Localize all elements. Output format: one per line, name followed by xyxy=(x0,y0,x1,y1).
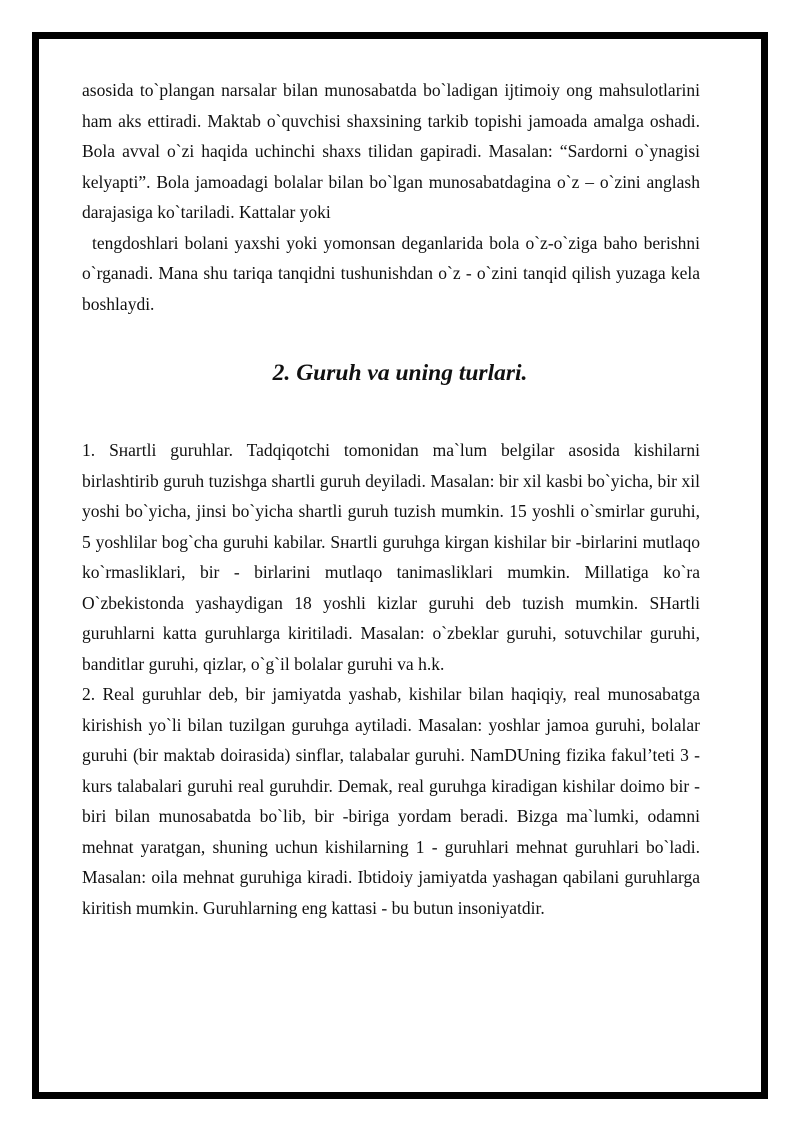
paragraph-conditional-groups: 1. Sнartli guruhlar. Tadqiqotchi tomonidan ma`lum belgilar asosida kishilarni birlashtirib guruh tuzishga shartli guruh deyiladi. Masalan: bir xil kasbi bo`yicha, bir xil yoshi bo`yicha, jinsi bo`yicha shartli guruh tuzish mumkin. 15 yoshli o`smirlar guruhi, 5 yoshlilar bog`cha guruhi kabilar. Sнartli guruhga kirgan kishilar bir -birlarini mutlaqo ko`rmasliklari, bir - birlarini mutlaqo tanimasliklari mumkin. Millatiga ko`ra O`zbekistonda yashaydigan 18 yoshli kizlar guruhi deb tuzish mumkin. SHartli guruhlarni katta guruhlarga kiritiladi. Masalan: o`zbeklar guruhi, sotuvchilar guruhi, banditlar guruhi, qizlar, o`g`il bolalar guruhi va h.k. xyxy=(82,440,700,674)
intro-paragraph xyxy=(82,75,700,319)
intro-paragraph-part1: asosida to`plangan narsalar bilan munosabatda bo`ladigan ijtimoiy ong mahsulotlarini ham aks ettiradi. Maktab o`quvchisi shaxsining tarkib topishi jamoada amalga oshadi. Bola avval o`zi haqida uchinchi shaxs tilidan gapiradi. Masalan: “Sardorni o`ynagisi kelyapti”. Bola jamoadagi bolalar bilan bo`lgan munosabatdagina o`z – o`zini anglash darajasiga ko`tariladi. Kattalar yoki xyxy=(82,80,700,222)
paragraph-real-groups: 2. Real guruhlar deb, bir jamiyatda yashab, kishilar bilan haqiqiy, real munosabatga kirishish yo`li bilan tuzilgan guruhga aytiladi. Masalan: yoshlar jamoa guruhi, bolalar guruhi (bir maktab doirasida) sinflar, talabalar guruhi. NamDUning fizika fakul’teti 3 - kurs talabalari guruhi real guruhdir. Demak, real guruhga kiradigan kishilar doimo bir - biri bilan munosabatda bo`lib, bir -biriga yordam beradi. Bizga ma`lumki, odamni mehnat yaratgan, shuning uchun kishilarning 1 - guruhlari mehnat guruhlari bo`ladi. Masalan: oila mehnat guruhiga kiradi. Ibtidoiy jamiyatda yashagan qabilani guruhlarga kiritish mumkin. Guruhlarning eng kattasi - bu butun insoniyatdir. xyxy=(82,684,700,918)
document-body xyxy=(82,75,700,923)
section-heading xyxy=(82,357,700,389)
section-heading-text: Guruh va uning turlari. xyxy=(296,360,528,386)
intro-paragraph-part2: tengdoshlari bolani yaxshi yoki yomonsan deganlarida bola o`z-o`ziga baho berishni o`rganadi. Mana shu tariqa tanqidni tushunishdan o`z - o`zini tanqid qilish yuzaga kela boshlaydi. xyxy=(82,232,700,314)
section-heading-number: 2. xyxy=(272,360,291,386)
